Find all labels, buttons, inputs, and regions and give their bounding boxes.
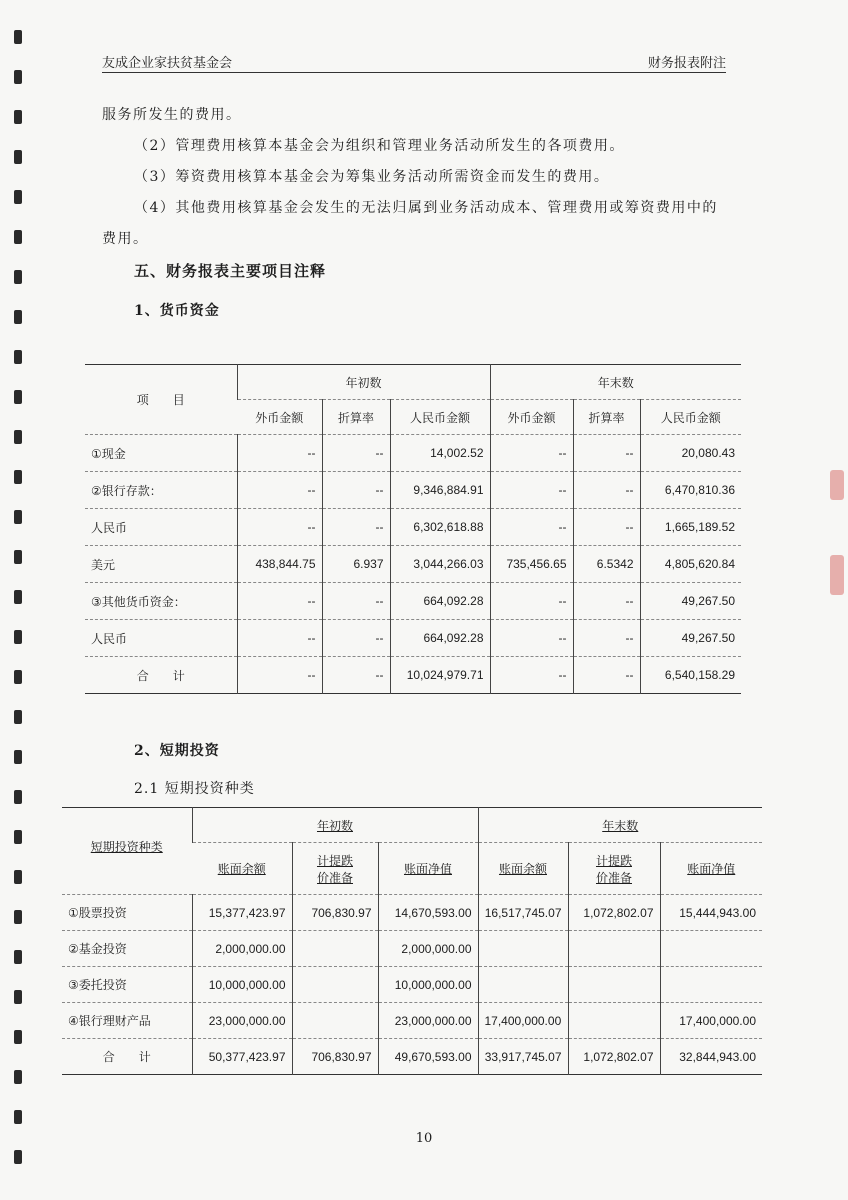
cell (478, 967, 568, 1003)
cell: 50,377,423.97 (192, 1039, 292, 1075)
cell: -- (573, 583, 640, 620)
table-row (62, 931, 762, 967)
section-title: 五、财务报表主要项目注释 (134, 262, 327, 280)
provision-line2: 价准备 (595, 870, 632, 885)
seal-mark (830, 555, 844, 595)
short-term-investment-table (62, 807, 762, 1075)
provision-line1: 计提跌 (595, 853, 632, 868)
header-org: 友成企业家扶贫基金会 (102, 56, 233, 71)
table-row (85, 620, 741, 657)
col-provision-header (568, 843, 660, 895)
page-number: 10 (415, 1131, 433, 1146)
cell: 49,267.50 (640, 620, 741, 657)
cell (292, 931, 378, 967)
cell: 6.5342 (573, 546, 640, 583)
cell: -- (490, 509, 573, 546)
cell: -- (322, 583, 390, 620)
cell: -- (573, 657, 640, 694)
cell: -- (237, 657, 322, 694)
col-rate-header: 折算率 (573, 400, 640, 435)
cell (660, 931, 762, 967)
header-section: 财务报表附注 (647, 56, 726, 71)
col-end-header: 年末数 (490, 365, 741, 400)
cell: -- (322, 657, 390, 694)
page-header (102, 48, 726, 73)
table-row (62, 895, 762, 931)
row-label: 美元 (85, 546, 237, 583)
row-label: ④银行理财产品 (62, 1003, 192, 1039)
cell: 2,000,000.00 (378, 931, 478, 967)
cell (568, 931, 660, 967)
row-label: ②银行存款： (85, 472, 237, 509)
cell: 9,346,884.91 (390, 472, 490, 509)
cell: 3,044,266.03 (390, 546, 490, 583)
table-row (62, 1003, 762, 1039)
cell: 664,092.28 (390, 620, 490, 657)
cash-table (85, 364, 741, 694)
cell: 17,400,000.00 (478, 1003, 568, 1039)
col-rmb-header: 人民币金额 (640, 400, 741, 435)
cell: -- (490, 620, 573, 657)
cell: -- (490, 472, 573, 509)
col-end-header: 年末数 (478, 808, 762, 843)
col-book-header: 账面余额 (192, 843, 292, 895)
total-row (85, 657, 741, 694)
cell: 6,470,810.36 (640, 472, 741, 509)
cell: 2,000,000.00 (192, 931, 292, 967)
binding-holes (14, 10, 26, 1190)
total-row (62, 1039, 762, 1075)
table-row (85, 583, 741, 620)
row-label: 合 计 (136, 668, 185, 683)
cell: 20,080.43 (640, 435, 741, 472)
row-label: ①现金 (85, 435, 237, 472)
cell: 10,000,000.00 (378, 967, 478, 1003)
col-begin-header: 年初数 (192, 808, 478, 843)
cell: 23,000,000.00 (192, 1003, 292, 1039)
cell: 14,670,593.00 (378, 895, 478, 931)
cell (292, 967, 378, 1003)
cell: 15,377,423.97 (192, 895, 292, 931)
cell: -- (490, 657, 573, 694)
row-label: 人民币 (85, 509, 237, 546)
row-label: 合 计 (102, 1050, 151, 1064)
cell: 10,024,979.71 (390, 657, 490, 694)
cell (568, 1003, 660, 1039)
cell: 10,000,000.00 (192, 967, 292, 1003)
col-book-header: 账面余额 (478, 843, 568, 895)
cell: -- (237, 583, 322, 620)
cell: -- (237, 620, 322, 657)
cell: 17,400,000.00 (660, 1003, 762, 1039)
cell: 6,540,158.29 (640, 657, 741, 694)
cell: -- (322, 472, 390, 509)
table-row (85, 435, 741, 472)
cell: 706,830.97 (292, 895, 378, 931)
cell: -- (573, 509, 640, 546)
cell: -- (237, 509, 322, 546)
cell: -- (322, 620, 390, 657)
row-label: 人民币 (85, 620, 237, 657)
col-rate-header: 折算率 (322, 400, 390, 435)
cell: 49,267.50 (640, 583, 741, 620)
cell: -- (237, 472, 322, 509)
table-row (62, 967, 762, 1003)
paragraph: （3）筹资费用核算本基金会为筹集业务活动所需资金而发生的费用。 (134, 169, 610, 185)
col-provision-header (292, 843, 378, 895)
cell: 6.937 (322, 546, 390, 583)
cell: -- (573, 435, 640, 472)
cell: 706,830.97 (292, 1039, 378, 1075)
col-rmb-header: 人民币金额 (390, 400, 490, 435)
cell: 15,444,943.00 (660, 895, 762, 931)
cell (660, 967, 762, 1003)
cell: 16,517,745.07 (478, 895, 568, 931)
col-begin-header: 年初数 (237, 365, 490, 400)
cell: 664,092.28 (390, 583, 490, 620)
provision-line2: 价准备 (316, 870, 353, 885)
col-item-header: 项 目 (85, 365, 237, 435)
cell: -- (322, 509, 390, 546)
cell: 1,072,802.07 (568, 1039, 660, 1075)
row-label: ①股票投资 (62, 895, 192, 931)
cell: 6,302,618.88 (390, 509, 490, 546)
col-net-header: 账面净值 (378, 843, 478, 895)
col-item-header: 短期投资种类 (62, 808, 192, 895)
table-row (85, 472, 741, 509)
row-label: ③其他货币资金： (85, 583, 237, 620)
cell: -- (573, 472, 640, 509)
cell (478, 931, 568, 967)
cell: 33,917,745.07 (478, 1039, 568, 1075)
col-foreign-header: 外币金额 (490, 400, 573, 435)
row-label: ③委托投资 (62, 967, 192, 1003)
cell: -- (490, 435, 573, 472)
paragraph: 服务所发生的费用。 (102, 107, 242, 123)
cell: 14,002.52 (390, 435, 490, 472)
row-label: ②基金投资 (62, 931, 192, 967)
col-foreign-header: 外币金额 (237, 400, 322, 435)
cell: 4,805,620.84 (640, 546, 741, 583)
cell: 438,844.75 (237, 546, 322, 583)
invest-title: 2、短期投资 (134, 743, 220, 759)
seal-mark (830, 470, 844, 500)
provision-line1: 计提跌 (316, 853, 353, 868)
cell: 23,000,000.00 (378, 1003, 478, 1039)
cell: 49,670,593.00 (378, 1039, 478, 1075)
cash-title: 1、货币资金 (134, 303, 220, 319)
cell: 1,072,802.07 (568, 895, 660, 931)
cell: 32,844,943.00 (660, 1039, 762, 1075)
col-net-header: 账面净值 (660, 843, 762, 895)
cell: 735,456.65 (490, 546, 573, 583)
cell: -- (490, 583, 573, 620)
cell: -- (237, 435, 322, 472)
paragraph: （4）其他费用核算基金会发生的无法归属到业务活动成本、管理费用或筹资费用中的费用。 (102, 200, 718, 247)
paragraph: （2）管理费用核算本基金会为组织和管理业务活动所发生的各项费用。 (134, 138, 625, 154)
cell (292, 1003, 378, 1039)
cell (568, 967, 660, 1003)
table-row (85, 509, 741, 546)
cell: -- (573, 620, 640, 657)
table-row (85, 546, 741, 583)
invest-subtitle: 2.1 短期投资种类 (134, 781, 255, 797)
cell: -- (322, 435, 390, 472)
cell: 1,665,189.52 (640, 509, 741, 546)
